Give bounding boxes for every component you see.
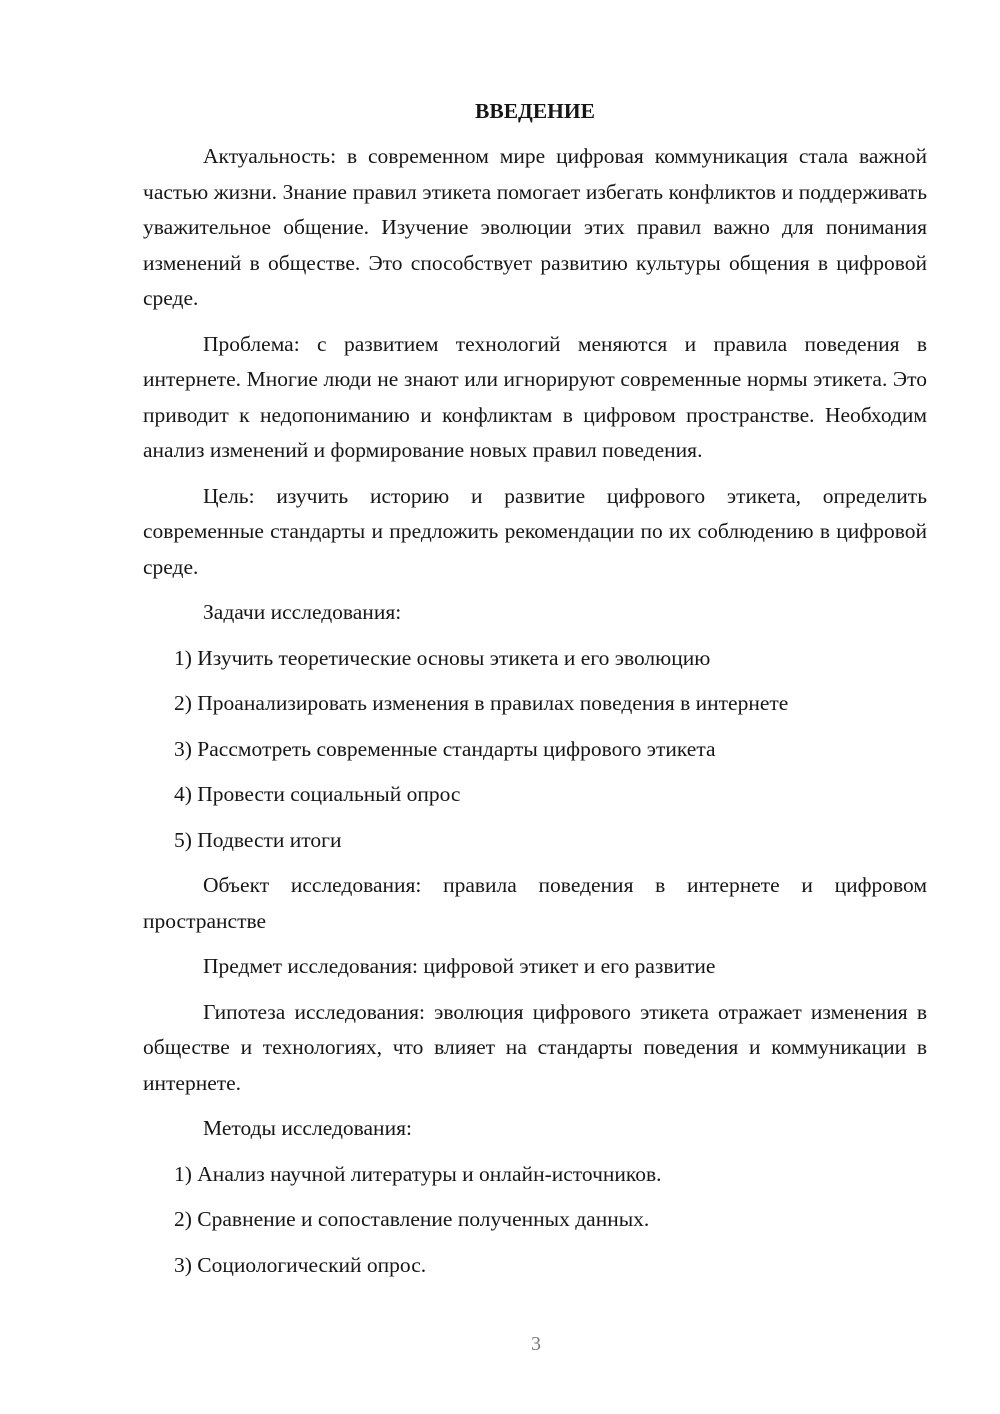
list-item: 1) Анализ научной литературы и онлайн-источников. — [174, 1161, 662, 1186]
paragraph-problem: Проблема: с развитием технологий меняются и правила поведения в интернете. Многие люди не знают или игнорируют современные нормы этикета. Это приводит к недопониманию и конфликтам в цифровом пространстве. Необходим анализ изменений и формирование новых правил поведения. — [143, 331, 927, 462]
methods-title: Методы исследования: — [203, 1116, 412, 1140]
tasks-title: Задачи исследования: — [203, 600, 402, 624]
section-heading: ВВЕДЕНИЕ — [475, 99, 595, 123]
paragraph-subject: Предмет исследования: цифровой этикет и его развитие — [203, 954, 716, 978]
list-item: 5) Подвести итоги — [174, 827, 342, 852]
list-item: 1) Изучить теоретические основы этикета и его эволюцию — [174, 645, 711, 670]
tasks-list — [143, 641, 927, 859]
paragraph-hypothesis: Гипотеза исследования: эволюция цифрового этикета отражает изменения в обществе и технологиях, что влияет на стандарты поведения и коммуникации в интернете. — [143, 999, 927, 1095]
list-item: 2) Сравнение и сопоставление полученных данных. — [174, 1207, 650, 1231]
page-content — [143, 95, 927, 1293]
list-item: 3) Социологический опрос. — [174, 1252, 427, 1277]
list-item: 3) Рассмотреть современные стандарты цифрового этикета — [174, 736, 716, 761]
paragraph-object: Объект исследования: правила поведения в интернете и цифровом пространстве — [143, 873, 927, 933]
paragraph-relevance: Актуальность: в современном мире цифровая коммуникация стала важной частью жизни. Знание правил этикета помогает избегать конфликтов и поддерживать уважительное общение. Изучение эволюции этих правил важно для понимания изменений в обществе. Это способствует развитию культуры общения в цифровой среде. — [143, 144, 927, 310]
methods-list — [143, 1157, 927, 1284]
page-number: 3 — [531, 1333, 541, 1355]
list-item: 2) Проанализировать изменения в правилах поведения в интернете — [174, 691, 789, 715]
list-item: 4) Провести социальный опрос — [174, 782, 461, 806]
paragraph-goal: Цель: изучить историю и развитие цифрового этикета, определить современные стандарты и предложить рекомендации по их соблюдению в цифровой среде. — [143, 483, 927, 579]
